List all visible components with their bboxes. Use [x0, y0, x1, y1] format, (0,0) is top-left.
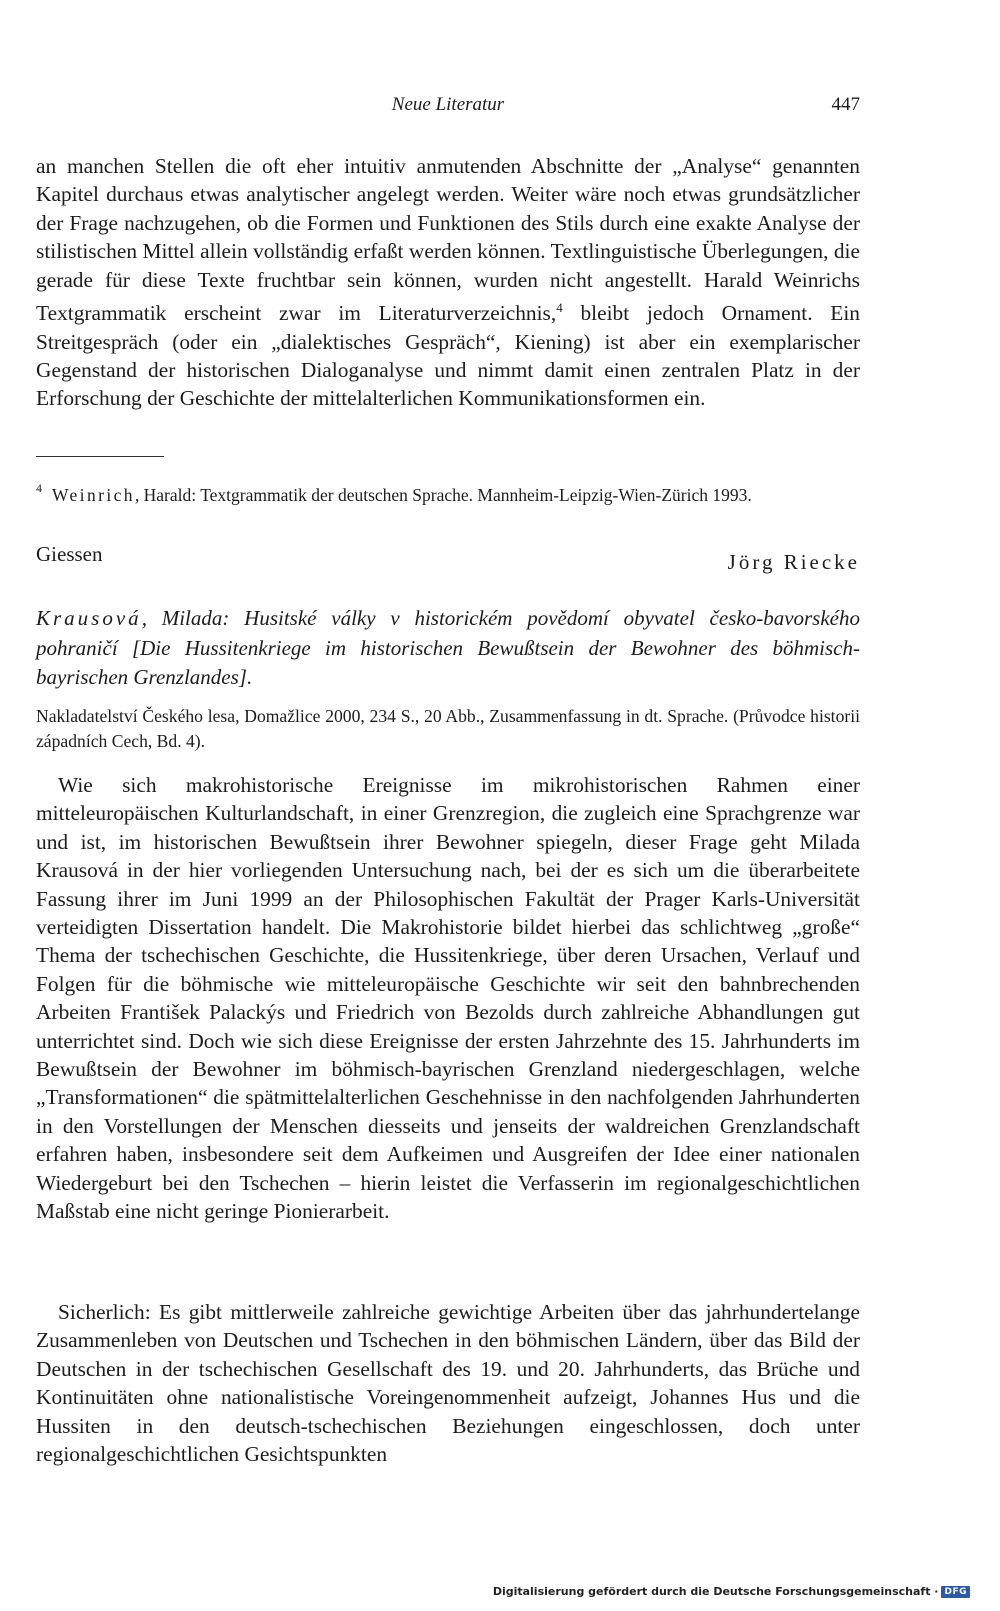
dfg-logo: DFG	[941, 1586, 970, 1598]
running-title: Neue Literatur	[391, 94, 505, 115]
signature-place: Giessen	[36, 542, 103, 566]
footnote-text: , Harald: Textgrammatik der deutschen Sprache. Mannheim-Leipzig-Wien-Zürich 1993.	[134, 484, 752, 505]
paragraph-text-rest: bleibt jedoch Ornament. Ein Streitgespräch (oder ein „dialektisches Gespräch“, Kiening) ist aber ein exemplarischer Gegenstand der historischen Dialoganalyse und nimmt damit einen zentralen Platz in der Erforschung der Geschichte der mittelalterlichen Kommunikationsformen ein.	[36, 301, 860, 411]
paragraph-text: an manchen Stellen die oft eher intuitiv anmutenden Abschnitte der „Analyse“ genannten Kapitel durchaus etwas analytischer angelegt werden. Weiter wäre noch etwas grundsätzlicher der Frage nachzugehen, ob die Formen und Funktionen des Stils durch eine exakte Analyse der stilistischen Mittel allein vollständig erfaßt werden können. Textlinguistische Überlegungen, die gerade für diese Texte fruchtbar sein können, wurden nicht angestellt. Harald Weinrichs Textgrammatik erscheint zwar im Literaturverzeichnis,	[36, 154, 860, 326]
book-title-text: , Milada: Husitské války v historickém povědomí obyvatel česko-bavorského pohraničí [Die Hussitenkriege im historischen Bewußtsein der Bewohner des böhmisch-bayrischen Grenzlandes].	[36, 606, 860, 689]
digitization-credit	[493, 1585, 970, 1598]
running-header	[36, 94, 860, 128]
book-author: Krausová	[36, 606, 142, 630]
footnote-author: Weinrich	[52, 484, 135, 505]
review-signature	[36, 542, 860, 582]
review-paragraph-1: Wie sich makrohistorische Ereignisse im mikrohistorischen Rahmen einer mitteleuropäischen Kulturlandschaft, in einer Grenzregion, die zugleich eine Sprachgrenze war und ist, im historischen Bewußtsein ihrer Bewohner spiegeln, dieser Frage geht Milada Krausová in der hier vorliegenden Untersuchung nach, bei der es sich um die überarbeitete Fassung ihrer im Juni 1999 an der Philosophischen Fakultät der Prager Karls-Universität verteidigten Dissertation handelt. Die Makrohistorie bildet hierbei das schlichtweg „große“ Thema der tschechischen Geschichte, die Hussitenkriege, über deren Ursachen, Verlauf und Folgen für die böhmische wie mitteleuropäische Geschichte wir seit den bahnbrechenden Arbeiten František Palackýs und Friedrich von Bezolds durch zahlreiche Abhandlungen gut unterrichtet sind. Doch wie sich diese Ereignisse der ersten Jahrzehnte des 15. Jahrhunderts im Bewußtsein der Bewohner im böhmisch-bayrischen Grenzland niedergeschlagen, welche „Transformationen“ die spätmittelalterlichen Geschehnisse in den nachfolgenden Jahrhunderten in den Vorstellungen der Menschen diesseits und jenseits der waldreichen Grenzlandschaft erfahren haben, insbesondere seit dem Aufkeimen und Ausgreifen der Idee einer nationalen Wiedergeburt bei den Tschechen – hierin leistet die Verfasserin im regionalgeschichtlichen Maßstab eine nicht geringe Pionierarbeit.	[36, 773, 860, 1224]
footnote-number: 4	[36, 481, 42, 495]
review-book-title	[36, 604, 860, 693]
review-paragraph-2: Sicherlich: Es gibt mittlerweile zahlreiche gewichtige Arbeiten über das jahrhundertelange Zusammenleben von Deutschen und Tschechen in den böhmischen Ländern, über das Bild der Deutschen in der tschechischen Gesellschaft des 19. und 20. Jahrhunderts, das Brüche und Kontinuitäten ohne nationalistische Voreingenommenheit aufzeigt, Johannes Hus und die Hussiten in den deutsch-tschechischen Beziehungen eingeschlossen, doch unter regionalgeschichtlichen Gesichtspunkten	[36, 1300, 860, 1467]
page-number: 447	[831, 94, 860, 115]
paragraph-continued	[36, 152, 860, 413]
footnote-divider	[36, 456, 164, 457]
signature-reviewer: Jörg Riecke	[727, 550, 860, 574]
credit-text: Digitalisierung gefördert durch die Deutsche Forschungsgemeinschaft ·	[492, 1585, 939, 1598]
footnote	[36, 478, 860, 507]
publication-info: Nakladatelství Českého lesa, Domažlice 2000, 234 S., 20 Abb., Zusammenfassung in dt. Sprache. (Průvodce historii západních Cech, Bd. 4).	[36, 706, 860, 751]
footnote-reference: 4	[556, 300, 563, 316]
